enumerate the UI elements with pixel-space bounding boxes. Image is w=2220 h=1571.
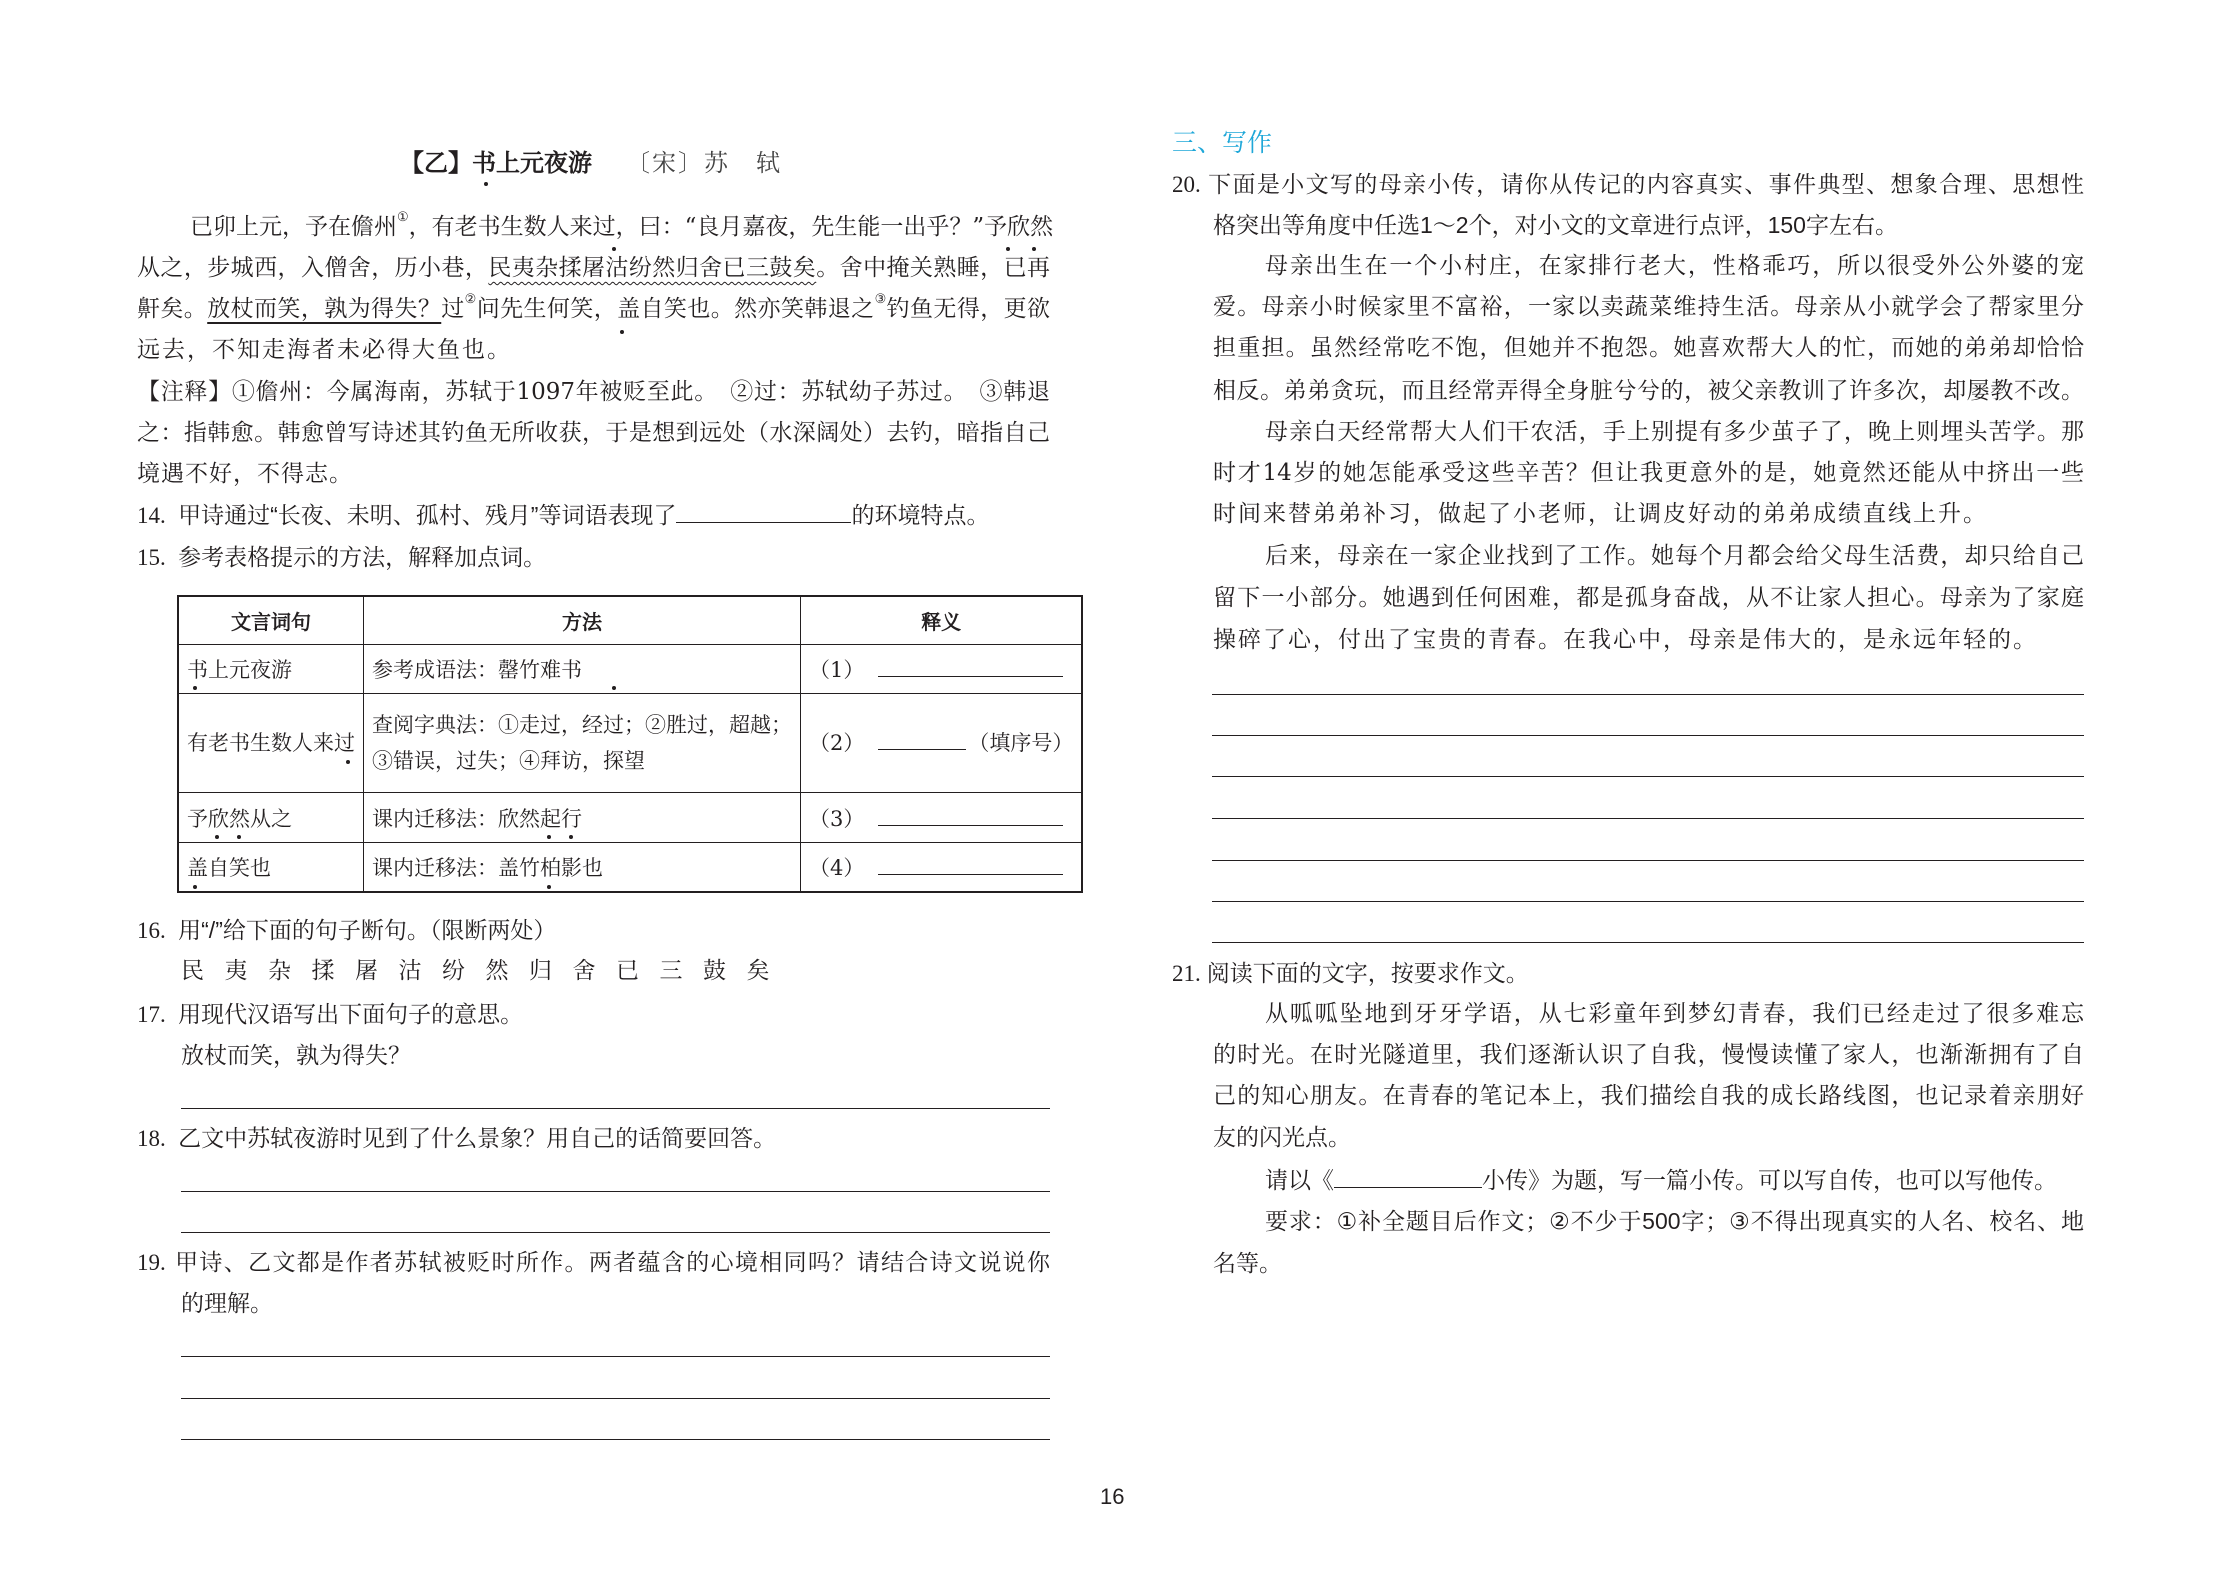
answer-line[interactable]	[181, 1398, 1050, 1399]
phrase-cell: 有老书生数人来过	[178, 694, 364, 793]
explanation-table	[177, 595, 1083, 893]
emphasis-dot	[237, 835, 241, 839]
passage-line-3: 鼾矣。放杖而笑，孰为得失？过②问先生何笑，盖自笑也。然亦笑韩退之③钓鱼无得，更欲	[137, 292, 1051, 322]
table-row	[178, 793, 1082, 843]
question-17: 17. 用现代汉语写出下面句子的意思。	[137, 1001, 524, 1027]
emphasis-dot	[1006, 247, 1010, 251]
underlined-sentence: 放杖而笑，孰为得失？	[207, 296, 442, 322]
essay-title-blank[interactable]	[1334, 1165, 1482, 1188]
prompt-line: 己的知心朋友。在青春的笔记本上，我们描绘自我的成长路线图，也记录着亲朋好	[1213, 1083, 2084, 1109]
essay-line: 相反。弟弟贪玩，而且经常弄得全身脏兮兮的，被父亲教训了许多次，却屡教不改。	[1213, 378, 2084, 404]
passage-author: 〔宋〕苏 轼	[626, 149, 782, 177]
answer-cell[interactable]: （4）	[801, 843, 1083, 893]
question-15: 15. 参考表格提示的方法，解释加点词。	[137, 544, 547, 570]
essay-line: 担重担。虽然经常吃不饱，但她并不抱怨。她喜欢帮大人的忙，而她的弟弟却恰恰	[1213, 335, 2084, 361]
answer-line[interactable]	[1212, 860, 2084, 861]
answer-line[interactable]	[1212, 901, 2084, 902]
q14-answer-blank[interactable]	[676, 500, 851, 523]
phrase-cell: 予欣然从之	[178, 793, 364, 843]
passage-title-main: 【乙】书上元夜游	[400, 150, 592, 177]
emphasis-dot	[569, 835, 573, 839]
passage-line-4: 远去，不知走海者未必得大鱼也。	[137, 337, 512, 363]
essay-line: 母亲出生在一个小村庄，在家排行老大，性格乖巧，所以很受外公外婆的宠	[1265, 253, 2084, 279]
method-cell: 课内迁移法：盖竹柏影也	[364, 843, 801, 893]
prompt-line: 友的闪光点。	[1213, 1125, 1351, 1151]
answer-blank-1[interactable]	[878, 656, 1063, 677]
question-14: 14. 甲诗通过“长夜、未明、孤村、残月”等词语表现了 的环境特点。	[137, 502, 990, 528]
answer-blank-3[interactable]	[878, 805, 1063, 826]
answer-cell[interactable]: （2） （填序号）	[801, 694, 1083, 793]
emphasis-dot	[484, 182, 488, 186]
table-row	[178, 843, 1082, 893]
essay-requirements: 要求：①补全题目后作文；②不少于500字；③不得出现真实的人名、校名、地	[1265, 1208, 2084, 1234]
note-line-3: 境遇不好，不得志。	[137, 461, 353, 487]
method-cell: 查阅字典法：①走过，经过；②胜过，超越； ③错误，过失；④拜访，探望	[364, 694, 801, 793]
emphasis-dot	[193, 885, 197, 889]
table-row	[178, 694, 1082, 793]
prompt-line: 的时光。在时光隧道里，我们逐渐认识了自我，慢慢读懂了家人，也渐渐拥有了自	[1213, 1042, 2084, 1068]
table-header: 释义	[801, 596, 1083, 645]
question-20: 20. 下面是小文写的母亲小传，请你从传记的内容真实、事件典型、想象合理、思想性	[1172, 171, 2084, 197]
answer-line[interactable]	[181, 1232, 1050, 1233]
footnote-ref-2: ②	[464, 292, 477, 307]
essay-line: 时才14岁的她怎能承受这些辛苦？但让我更意外的是，她竟然还能从中挤出一些	[1213, 460, 2084, 486]
table-row	[178, 645, 1082, 694]
prompt-line: 从呱呱坠地到牙牙学语，从七彩童年到梦幻青春，我们已经走过了很多难忘	[1265, 1001, 2084, 1027]
emphasis-dot	[547, 885, 551, 889]
essay-line: 后来，母亲在一家企业找到了工作。她每个月都会给父母生活费，却只给自己	[1265, 543, 2084, 569]
essay-line: 爱。母亲小时候家里不富裕，一家以卖蔬菜维持生活。母亲从小就学会了帮家里分	[1213, 294, 2084, 320]
answer-blank-4[interactable]	[878, 854, 1063, 875]
essay-title-instruction: 请以《 小传》为题，写一篇小传。可以写自传，也可以写他传。	[1265, 1167, 2057, 1193]
method-cell: 课内迁移法：欣然起行	[364, 793, 801, 843]
emphasis-dot	[346, 760, 350, 764]
q17-sentence: 放杖而笑，孰为得失？	[181, 1042, 411, 1068]
footnote-ref-3: ③	[874, 292, 887, 307]
note-line-2: 之：指韩愈。韩愈曾写诗述其钓鱼无所收获，于是想到远处（水深阔处）去钓，暗指自己	[137, 420, 1050, 446]
answer-blank-2[interactable]	[878, 729, 966, 750]
table-header: 方法	[364, 596, 801, 645]
emphasis-dot	[215, 835, 219, 839]
emphasis-dot	[620, 330, 624, 334]
essay-line: 操碎了心，付出了宝贵的青春。在我心中，母亲是伟大的，是永远年轻的。	[1213, 627, 2038, 653]
answer-cell[interactable]: （3）	[801, 793, 1083, 843]
passage-line-2: 从之，步城西，入僧舍，历小巷，民夷杂揉屠沽纷然归舍已三鼓矣。舍中掩关熟睡，已再	[137, 255, 1051, 281]
question-19: 19. 甲诗、乙文都是作者苏轼被贬时所作。两者蕴含的心境相同吗？请结合诗文说说你	[137, 1249, 1050, 1275]
phrase-cell: 盖自笑也	[178, 843, 364, 893]
method-cell: 参考成语法：罄竹难书	[364, 645, 801, 694]
emphasis-dot	[612, 686, 616, 690]
answer-line[interactable]	[1212, 818, 2084, 819]
essay-line: 母亲白天经常帮大人们干农活，手上别提有多少茧子了，晚上则埋头苦学。那	[1265, 419, 2084, 445]
answer-line[interactable]	[1212, 776, 2084, 777]
note-line-1: 【注释】①儋州：今属海南，苏轼于1097年被贬至此。 ②过：苏轼幼子苏过。 ③韩退	[137, 379, 1050, 405]
passage-line-1: 已卯上元，予在儋州①，有老书生数人来过，曰：“良月嘉夜，先生能一出乎？”予欣然	[190, 210, 1054, 240]
passage-title	[400, 146, 782, 181]
question-18: 18. 乙文中苏轼夜游时见到了什么景象？用自己的话简要回答。	[137, 1125, 777, 1151]
emphasis-dot	[1032, 247, 1036, 251]
question-20-cont: 格突出等角度中任选1～2个，对小文的文章进行点评，150字左右。	[1213, 212, 1898, 238]
question-16: 16. 用“/”给下面的句子断句。（限断两处）	[137, 917, 557, 943]
answer-line[interactable]	[1212, 694, 2084, 695]
wavy-underlined-sentence: 民夷杂揉屠沽纷然归舍已三鼓矣	[488, 255, 817, 281]
page-number: 16	[1100, 1484, 1125, 1509]
emphasis-dot	[193, 686, 197, 690]
answer-line[interactable]	[181, 1191, 1050, 1192]
q16-sentence: 民夷杂揉屠沽纷然归舍已三鼓矣	[181, 958, 790, 984]
answer-line[interactable]	[181, 1108, 1050, 1109]
section-heading-writing: 三、写作	[1172, 129, 1273, 157]
answer-line[interactable]	[1212, 735, 2084, 736]
essay-line: 留下一小部分。她遇到任何困难，都是孤身奋战，从不让家人担心。母亲为了家庭	[1213, 585, 2084, 611]
footnote-ref-1: ①	[397, 210, 409, 225]
answer-line[interactable]	[181, 1439, 1050, 1440]
answer-line[interactable]	[1212, 942, 2084, 943]
emphasis-dot	[547, 835, 551, 839]
answer-cell[interactable]: （1）	[801, 645, 1083, 694]
emphasis-dot	[612, 247, 616, 251]
essay-line: 时间来替弟弟补习，做起了小老师，让调皮好动的弟弟成绩直线上升。	[1213, 501, 1988, 527]
question-21: 21. 阅读下面的文字，按要求作文。	[1172, 960, 1529, 986]
table-header: 文言词句	[178, 596, 364, 645]
phrase-cell: 书上元夜游	[178, 645, 364, 694]
essay-requirements-cont: 名等。	[1213, 1250, 1282, 1276]
question-19-cont: 的理解。	[181, 1290, 273, 1316]
answer-line[interactable]	[181, 1356, 1050, 1357]
